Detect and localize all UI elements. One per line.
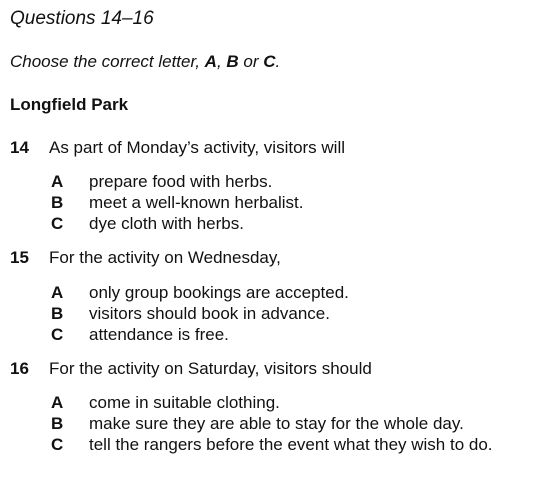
option-letter: A <box>51 283 64 302</box>
option-14-c <box>0 213 552 234</box>
option-15-b <box>0 303 552 324</box>
option-16-c <box>0 434 552 455</box>
question-stem: For the activity on Wednesday, <box>49 248 281 267</box>
option-letter: C <box>51 325 64 344</box>
option-text: only group bookings are accepted. <box>89 283 349 302</box>
instruction-separator: , <box>216 52 227 71</box>
option-text: meet a well-known herbalist. <box>89 193 304 212</box>
option-letter: B <box>51 414 64 433</box>
option-text: tell the rangers before the event what they wish to do. <box>89 435 493 454</box>
instruction-separator: or <box>238 52 264 71</box>
question-number: 14 <box>10 138 29 157</box>
questions-heading: Questions 14–16 <box>10 8 154 29</box>
question-stem: For the activity on Saturday, visitors should <box>49 359 372 378</box>
option-text: come in suitable clothing. <box>89 393 280 412</box>
instruction-letter-a: A <box>204 52 217 71</box>
option-letter: B <box>51 304 64 323</box>
question-stem: As part of Monday’s activity, visitors will <box>49 138 346 157</box>
option-14-a <box>0 171 552 192</box>
option-text: prepare food with herbs. <box>89 172 273 191</box>
option-15-a <box>0 282 552 303</box>
option-text: dye cloth with herbs. <box>89 214 244 233</box>
instruction-letter-c: C <box>263 52 276 71</box>
option-text: visitors should book in advance. <box>89 304 330 323</box>
option-16-b <box>0 413 552 434</box>
instruction-letter-b: B <box>226 52 239 71</box>
option-letter: C <box>51 435 64 454</box>
option-letter: A <box>51 393 64 412</box>
option-16-a <box>0 392 552 413</box>
option-text: attendance is free. <box>89 325 229 344</box>
option-15-c <box>0 324 552 345</box>
instruction-text <box>10 51 280 73</box>
option-letter: A <box>51 172 64 191</box>
option-letter: C <box>51 214 64 233</box>
question-number: 16 <box>10 359 29 378</box>
instruction-prefix: Choose the correct letter, <box>10 52 205 71</box>
option-text: make sure they are able to stay for the whole day. <box>89 414 464 433</box>
section-title: Longfield Park <box>10 95 129 114</box>
question-number: 15 <box>10 248 29 267</box>
instruction-suffix: . <box>275 52 281 71</box>
option-letter: B <box>51 193 64 212</box>
option-14-b <box>0 192 552 213</box>
